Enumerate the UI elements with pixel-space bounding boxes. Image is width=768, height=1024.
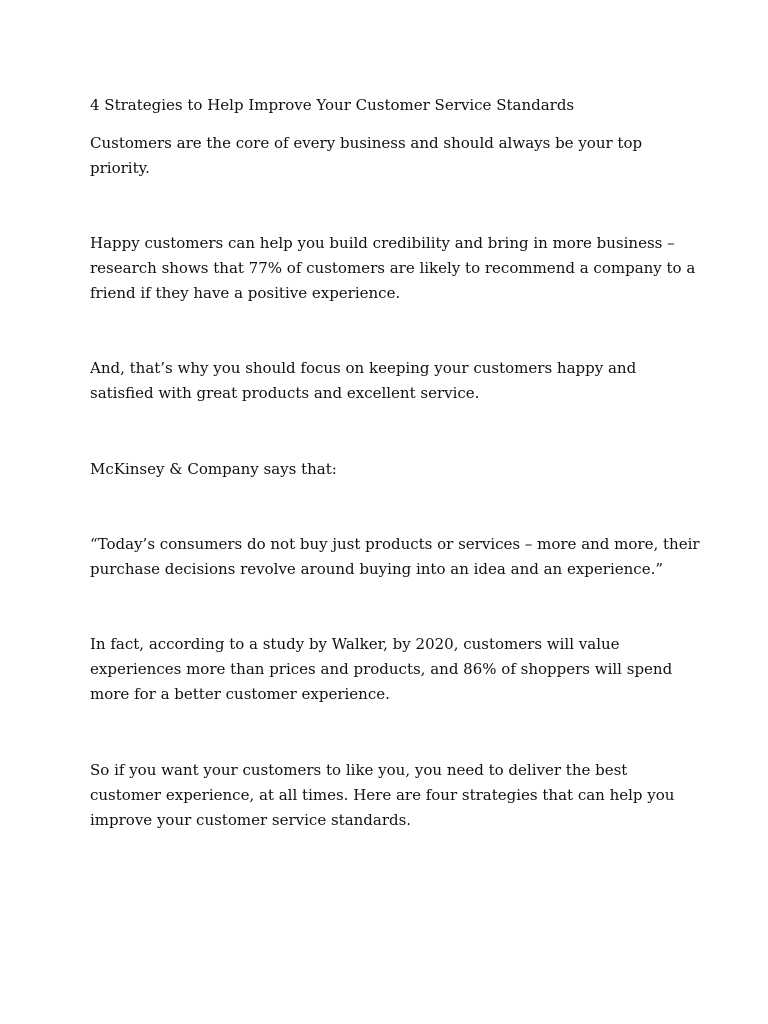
paragraph-line: experiences more than prices and products, and 86% of shoppers will spend — [90, 660, 673, 678]
paragraph-focus — [90, 356, 690, 406]
paragraph-quote — [90, 532, 700, 582]
paragraph-line: customer experience, at all times. Here are four strategies that can help you — [90, 786, 675, 804]
paragraph-line: And, that’s why you should focus on keeping your customers happy and — [90, 359, 637, 377]
paragraph-line: Customers are the core of every business and should always be your top — [90, 134, 643, 152]
paragraph-line: Happy customers can help you build credibility and bring in more business – — [90, 234, 675, 252]
paragraph-line: So if you want your customers to like you, you need to deliver the best — [90, 761, 628, 779]
document-title: 4 Strategies to Help Improve Your Customer Service Standards — [90, 96, 575, 114]
paragraph-walker-study — [90, 632, 690, 707]
paragraph-credibility — [90, 231, 696, 306]
paragraph-line: In fact, according to a study by Walker, by 2020, customers will value — [90, 635, 620, 653]
paragraph-line: McKinsey & Company says that: — [90, 460, 337, 478]
paragraph-line: purchase decisions revolve around buying into an idea and an experience.” — [90, 560, 664, 578]
paragraph-intro — [90, 131, 690, 181]
paragraph-line: “Today’s consumers do not buy just products or services – more and more, their — [90, 535, 700, 553]
paragraph-line: improve your customer service standards. — [90, 811, 412, 829]
paragraph-line: more for a better customer experience. — [90, 685, 390, 703]
paragraph-line: priority. — [90, 159, 150, 177]
paragraph-line: research shows that 77% of customers are likely to recommend a company to a — [90, 259, 696, 277]
paragraph-line: satisfied with great products and excellent service. — [90, 384, 480, 402]
paragraph-conclusion — [90, 758, 690, 833]
paragraph-mckinsey-intro — [90, 457, 690, 482]
paragraph-line: friend if they have a positive experience. — [90, 284, 401, 302]
